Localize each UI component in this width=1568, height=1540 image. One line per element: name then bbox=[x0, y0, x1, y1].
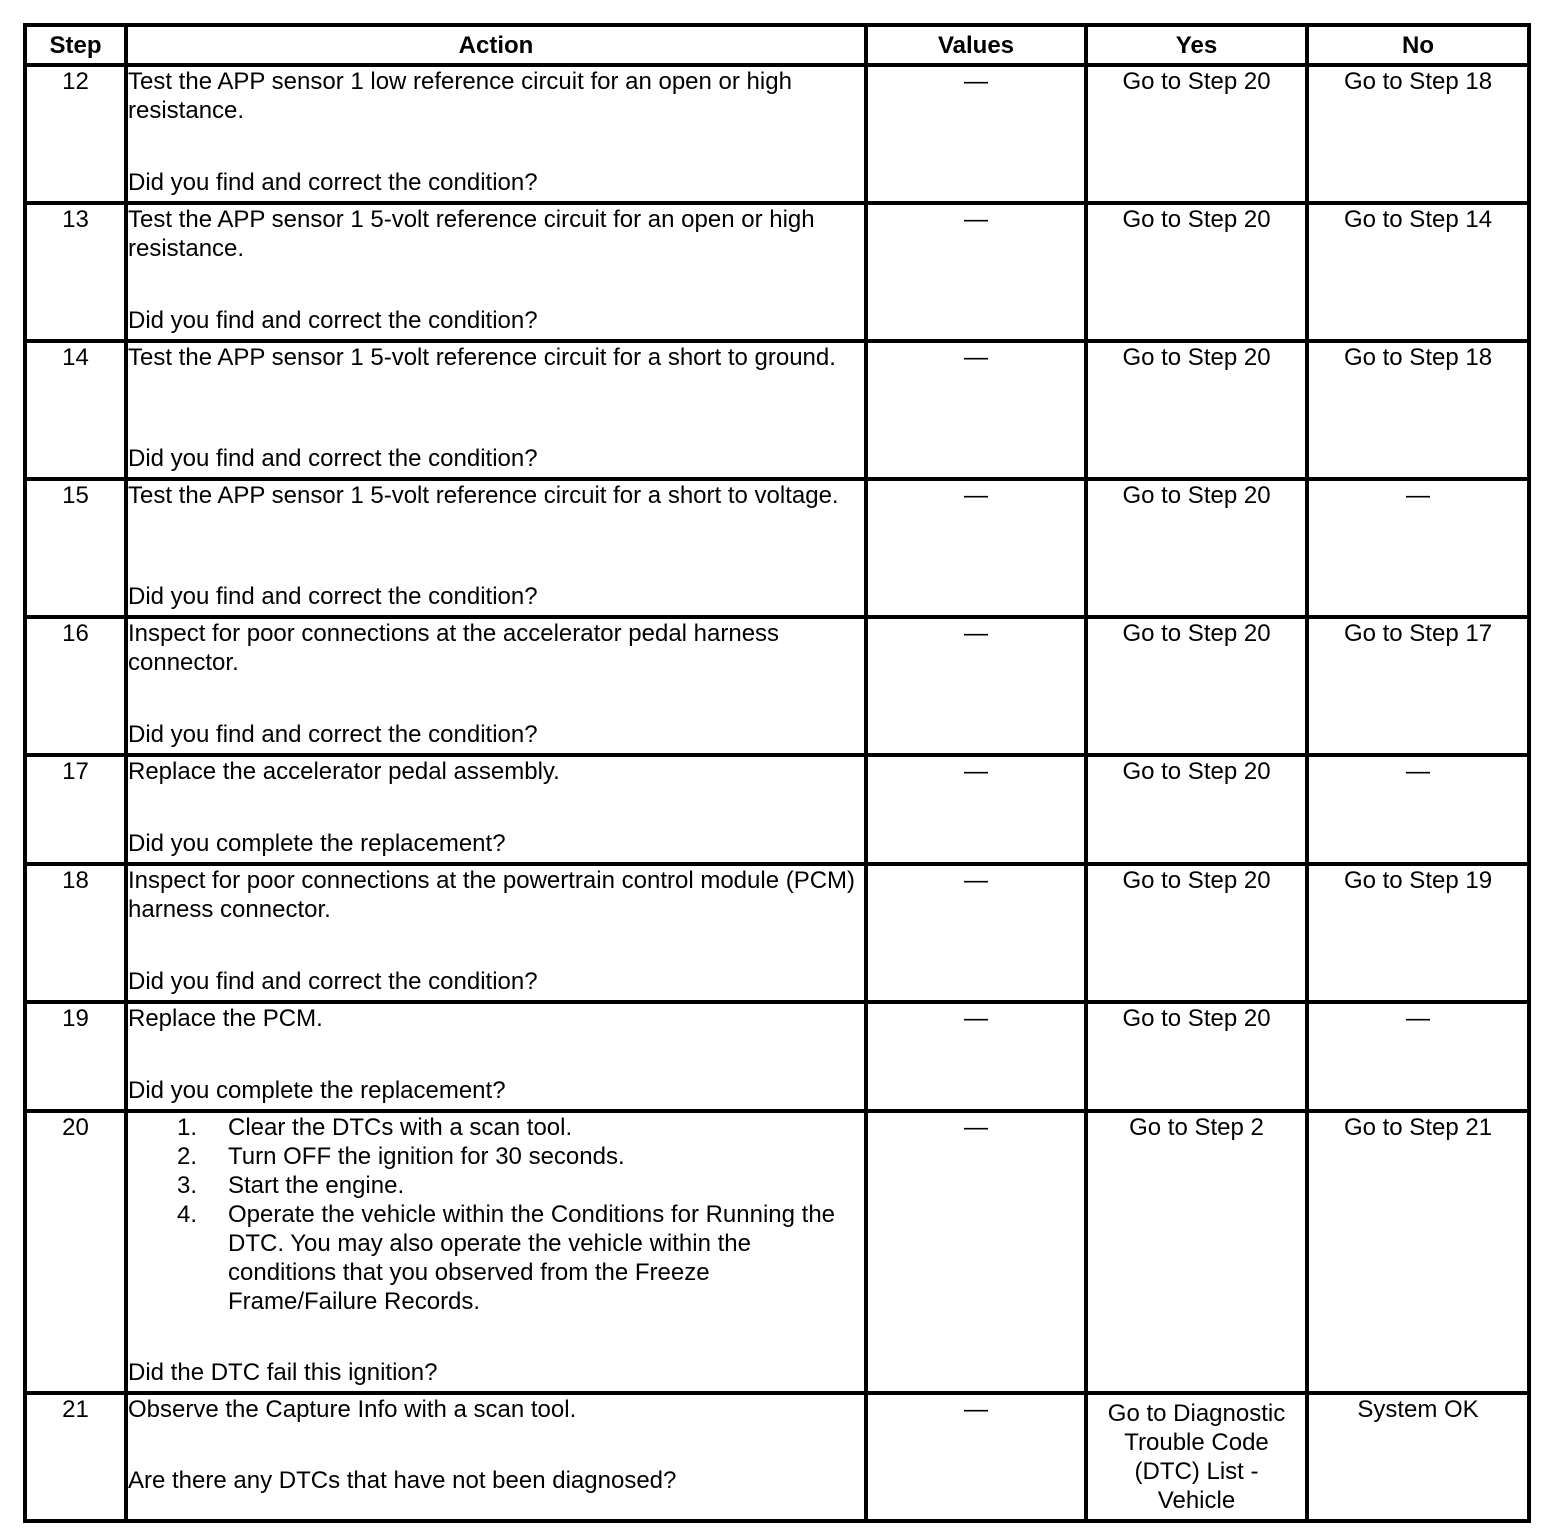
yes-cell bbox=[1086, 65, 1307, 203]
yes-cell bbox=[1086, 203, 1307, 341]
no-text: Go to Step 21 bbox=[1343, 1114, 1493, 1141]
table-row bbox=[25, 864, 1529, 1002]
table-row bbox=[25, 1002, 1529, 1111]
table-row bbox=[25, 341, 1529, 479]
action-text: Inspect for poor connections at the accelerator pedal harness connector. bbox=[128, 620, 780, 676]
table-row bbox=[25, 65, 1529, 203]
action-step-item: Start the engine. bbox=[228, 1172, 405, 1199]
action-cell bbox=[126, 203, 866, 341]
action-step-item: Clear the DTCs with a scan tool. bbox=[228, 1114, 573, 1141]
action-cell bbox=[126, 65, 866, 203]
table-row bbox=[25, 1393, 1529, 1521]
table-row bbox=[25, 617, 1529, 755]
yes-cell bbox=[1086, 341, 1307, 479]
no-text: — bbox=[1406, 1005, 1430, 1032]
action-cell bbox=[126, 479, 866, 617]
no-cell bbox=[1307, 203, 1529, 341]
action-text: Test the APP sensor 1 5-volt reference circuit for a short to voltage. bbox=[128, 482, 839, 509]
header-step: Step bbox=[25, 25, 126, 65]
step-number: 19 bbox=[25, 1002, 126, 1111]
header-yes: Yes bbox=[1086, 25, 1307, 65]
yes-cell bbox=[1086, 1002, 1307, 1111]
action-cell bbox=[126, 1002, 866, 1111]
action-cell bbox=[126, 617, 866, 755]
no-cell bbox=[1307, 755, 1529, 864]
action-step-list bbox=[128, 1113, 864, 1316]
no-cell bbox=[1307, 1393, 1529, 1521]
action-cell bbox=[126, 755, 866, 864]
action-text: Test the APP sensor 1 low reference circuit for an open or high resistance. bbox=[128, 68, 792, 124]
action-cell bbox=[126, 864, 866, 1002]
no-cell bbox=[1307, 617, 1529, 755]
no-cell bbox=[1307, 341, 1529, 479]
action-question: Are there any DTCs that have not been diagnosed? bbox=[128, 1467, 677, 1494]
step-number: 18 bbox=[25, 864, 126, 1002]
step-number: 13 bbox=[25, 203, 126, 341]
step-number: 12 bbox=[25, 65, 126, 203]
step-number: 15 bbox=[25, 479, 126, 617]
no-text: — bbox=[1406, 482, 1430, 509]
table-row bbox=[25, 203, 1529, 341]
yes-cell bbox=[1086, 864, 1307, 1002]
yes-text: Go to Step 20 bbox=[1122, 620, 1271, 647]
diagnostic-table bbox=[23, 23, 1531, 1523]
action-text: Observe the Capture Info with a scan tool. bbox=[128, 1396, 577, 1423]
yes-text: Go to Step 2 bbox=[1129, 1114, 1264, 1141]
no-text: — bbox=[1406, 758, 1430, 785]
no-text: Go to Step 18 bbox=[1343, 68, 1493, 95]
table-row bbox=[25, 479, 1529, 617]
action-question: Did you find and correct the condition? bbox=[128, 968, 538, 995]
no-cell bbox=[1307, 479, 1529, 617]
yes-text: Go to Step 20 bbox=[1122, 1005, 1271, 1032]
header-no: No bbox=[1307, 25, 1529, 65]
values-cell: — bbox=[866, 341, 1086, 479]
values-cell: — bbox=[866, 1111, 1086, 1393]
yes-text: Go to Step 20 bbox=[1122, 758, 1271, 785]
yes-cell bbox=[1086, 617, 1307, 755]
values-cell: — bbox=[866, 755, 1086, 864]
action-question: Did the DTC fail this ignition? bbox=[128, 1359, 438, 1386]
action-question: Did you complete the replacement? bbox=[128, 1077, 506, 1104]
yes-cell bbox=[1086, 1393, 1307, 1521]
action-cell bbox=[126, 1393, 866, 1521]
step-number: 14 bbox=[25, 341, 126, 479]
no-cell bbox=[1307, 864, 1529, 1002]
no-text: Go to Step 14 bbox=[1343, 206, 1493, 233]
action-question: Did you find and correct the condition? bbox=[128, 307, 538, 334]
yes-cell bbox=[1086, 479, 1307, 617]
action-text: Test the APP sensor 1 5-volt reference circuit for a short to ground. bbox=[128, 344, 836, 371]
no-cell bbox=[1307, 1002, 1529, 1111]
yes-link[interactable]: Go to Diagnostic Trouble Code (DTC) List - Vehicle bbox=[1107, 1400, 1286, 1514]
values-cell: — bbox=[866, 617, 1086, 755]
step-number: 21 bbox=[25, 1393, 126, 1521]
step-number: 16 bbox=[25, 617, 126, 755]
yes-cell bbox=[1086, 755, 1307, 864]
action-cell bbox=[126, 1111, 866, 1393]
no-cell bbox=[1307, 65, 1529, 203]
yes-cell bbox=[1086, 1111, 1307, 1393]
action-text: Test the APP sensor 1 5-volt reference circuit for an open or high resistance. bbox=[128, 206, 815, 262]
values-cell: — bbox=[866, 1002, 1086, 1111]
no-text: Go to Step 19 bbox=[1343, 867, 1493, 894]
yes-text: Go to Step 20 bbox=[1122, 68, 1271, 95]
action-question: Did you find and correct the condition? bbox=[128, 445, 538, 472]
values-cell: — bbox=[866, 1393, 1086, 1521]
action-cell bbox=[126, 341, 866, 479]
yes-text: Go to Step 20 bbox=[1122, 344, 1271, 371]
table-row bbox=[25, 1111, 1529, 1393]
action-step-item: Turn OFF the ignition for 30 seconds. bbox=[228, 1143, 625, 1170]
action-question: Did you find and correct the condition? bbox=[128, 169, 538, 196]
header-action: Action bbox=[126, 25, 866, 65]
values-cell: — bbox=[866, 203, 1086, 341]
yes-text: Go to Step 20 bbox=[1122, 482, 1271, 509]
table-row bbox=[25, 755, 1529, 864]
no-cell bbox=[1307, 1111, 1529, 1393]
no-text: Go to Step 18 bbox=[1343, 344, 1493, 371]
no-text: System OK bbox=[1357, 1396, 1479, 1423]
action-step-item: Operate the vehicle within the Conditions for Running the DTC. You may also operate the vehicle within the conditions that you observed from the Freeze Frame/Failure Records. bbox=[228, 1201, 836, 1315]
yes-text: Go to Step 20 bbox=[1122, 206, 1271, 233]
values-cell: — bbox=[866, 864, 1086, 1002]
step-number: 20 bbox=[25, 1111, 126, 1393]
yes-text: Go to Step 20 bbox=[1122, 867, 1271, 894]
action-text: Inspect for poor connections at the powertrain control module (PCM) harness connector. bbox=[128, 867, 856, 923]
no-text: Go to Step 17 bbox=[1343, 620, 1493, 647]
step-number: 17 bbox=[25, 755, 126, 864]
values-cell: — bbox=[866, 479, 1086, 617]
action-text: Replace the accelerator pedal assembly. bbox=[128, 758, 560, 785]
values-cell: — bbox=[866, 65, 1086, 203]
action-question: Did you find and correct the condition? bbox=[128, 583, 538, 610]
header-row bbox=[25, 25, 1529, 65]
header-values: Values bbox=[866, 25, 1086, 65]
action-text: Replace the PCM. bbox=[128, 1005, 323, 1032]
action-question: Did you find and correct the condition? bbox=[128, 721, 538, 748]
action-question: Did you complete the replacement? bbox=[128, 830, 506, 857]
